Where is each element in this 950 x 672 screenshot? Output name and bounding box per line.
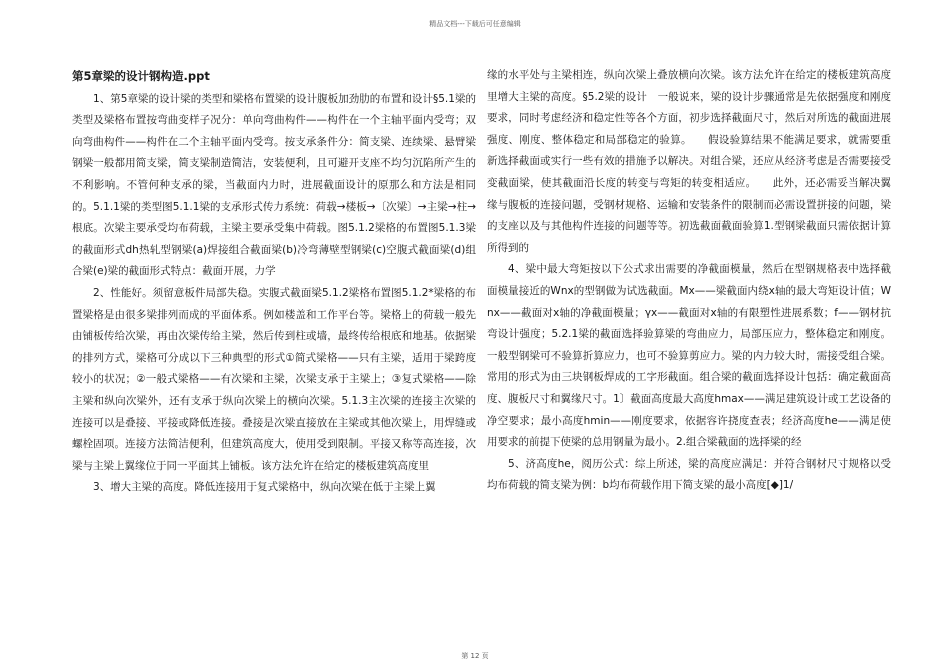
paragraph-3: 3、增大主梁的高度。降低连接用于复式梁格中，纵向次梁在低于主梁上翼: [93, 481, 436, 494]
paragraph-5: 5、济高度he，阅历公式：综上所述，梁的高度应满足：并符合钢材尺寸规格以受均布荷载的简支梁为例：b均布荷载作用下简支梁的最小高度[◆]1/: [487, 457, 891, 492]
paragraph-4: 4、梁中最大弯矩按以下公式求出需要的净截面模量，然后在型钢规格表中选择截面模量接近的Wnx的型钢做为试选截面。Mx——梁截面内绕x轴的最大弯矩设计值；Wnx——截面对x轴的净截面模量；γx——截面对x轴的有限塑性进展系数；f——钢材抗弯设计强度；5.2.1梁的截面选择验算梁的弯曲应力，局部压应力，整体稳定和刚度。一般型钢梁可不验算折算应力，也可不验算剪应力。梁的内力较大时，需接受组合梁。常用的形式为由三块钢板焊成的工字形截面。组合梁的截面选择设计包括：确定截面高度、腹板尺寸和翼缘尺寸。1〕截面高度最大高度hmax——满足建筑设计或工艺设备的净空要求；最小高度hmin——刚度要求，依据容许挠度查表；经济高度he——满足使用要求的前提下使梁的总用钢量为最小。2.组合梁截面的选择梁的经: [487, 263, 891, 449]
paragraph-2: 2、性能好。须留意板件局部失稳。实腹式截面梁5.1.2梁格布置图5.1.2*梁格的布置梁格是由很多梁排列而成的平面体系。例如楼盖和工作平台等。梁格上的荷载一般先由铺板传给次梁，再由次梁传给主梁，然后传到柱或墙，最终传给根底和地基。依据梁的排列方式，梁格可分成以下三种典型的形式①简式梁格——只有主梁，适用于梁跨度较小的状况；②一般式梁格——有次梁和主梁，次梁支承于主梁上；③复式梁格——除主梁和纵向次梁外，还有支承于纵向次梁上的横向次梁。5.1.3主次梁的连接主次梁的连接可以是叠接、平接或降低连接。叠接是次梁直接放在主梁或其他次梁上，用焊缝或螺栓固项。连接方法简洁便利，但建筑高度大，使用受到限制。平接又称等高连接，次梁与主梁上翼缘位于同一平面其上铺板。该方法允许在给定的楼板建筑高度里: [72, 286, 476, 472]
right-column: [487, 65, 891, 497]
page-header: 精品文档---下载后可任意编辑: [429, 20, 521, 28]
paragraph-3-continued: 缘的水平处与主梁相连，纵向次梁上叠放横向次梁。该方法允许在给定的楼板建筑高度里增大主梁的高度。§5.2梁的设计 一般说来，梁的设计步骤通常是先依据强度和刚度要求，同时考虑经济和稳定性等各个方面，初步选择截面尺寸，然后对所选的截面进展强度、刚度、整体稳定和局部稳定的验算。 假设验算结果不能满足要求，就需要重新选择截面或实行一些有效的措施予以解决。对组合梁，还应从经济考虑是否需要接受变截面梁，使其截面沿长度的转变与弯矩的转变相适应。 此外，还必需妥当解决翼缘与腹板的连接问题，受钢材规格、运输和安装条件的限制而必需设置拼接的问题，梁的支座以及与其他构件连接的问题等等。初选截面截面验算1.型钢梁截面只需依据计算所得到的: [487, 69, 891, 254]
paragraph-1: 1、第5章梁的设计梁的类型和梁格布置梁的设计腹板加劲肋的布置和设计§5.1梁的类型及梁格布置按弯曲变样子况分：单向弯曲构件——构件在一个主轴平面内受弯；双向弯曲构件——构件在二个主轴平面内受弯。按支承条件分：简支梁、连续梁、悬臂梁钢梁一般都用简支梁，简支梁制造简洁，安装便利，且可避开支座不均匀沉陷所产生的不利影响。不管何种支承的梁，当截面内力时，进展截面设计的原那么和方法是相同的。5.1.1梁的类型图5.1.1梁的支承形式传力系统：荷载→楼板→〔次梁〕→主梁→柱→根底。次梁主要承受均布荷载，主梁主要承受集中荷载。图5.1.2梁格的布置图5.1.3梁的截面形式dh热轧型钢梁(a)焊接组合截面梁(b)冷弯薄壁型钢梁(c)空腹式截面梁(d)组合梁(e)梁的截面形式特点：截面开展，力学: [72, 92, 476, 278]
left-column: [72, 66, 476, 499]
page-number: 第 12 页: [461, 652, 489, 660]
document-title: 第5章梁的设计钢构造.ppt: [72, 69, 210, 83]
